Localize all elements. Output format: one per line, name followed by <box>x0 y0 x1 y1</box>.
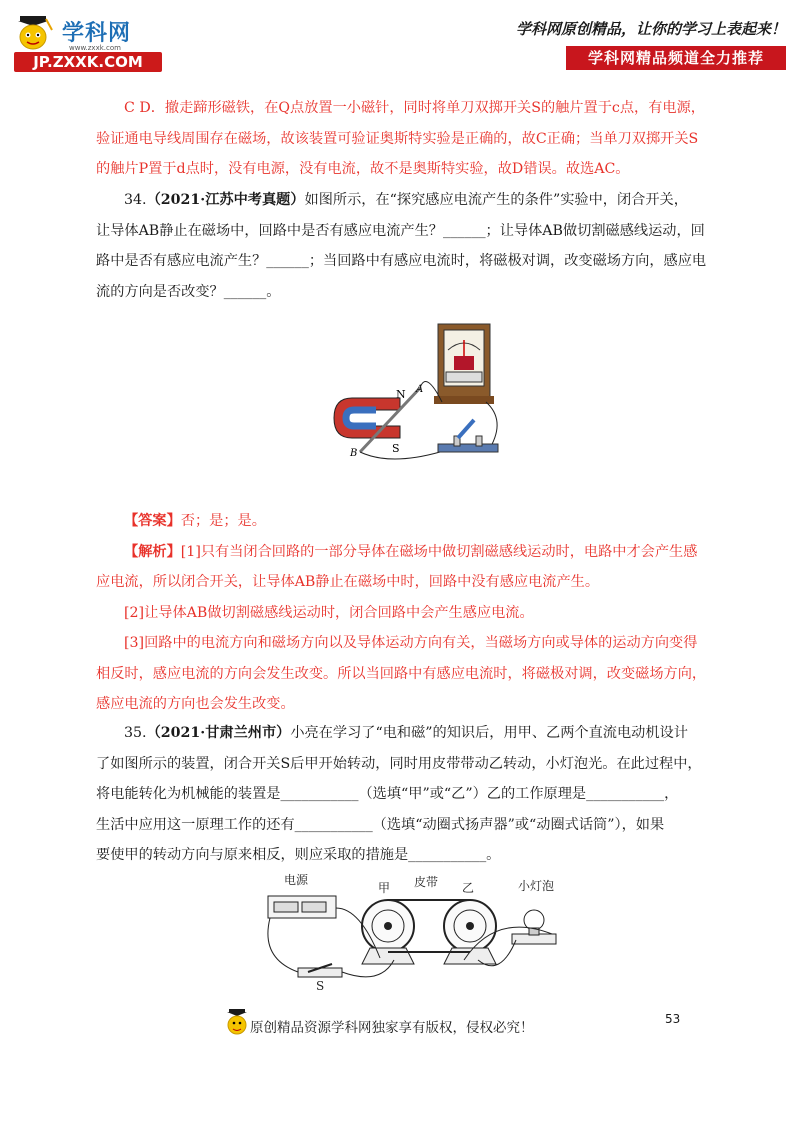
analysis-line: 应电流，所以闭合开关，让导体AB静止在磁场中时，回路中没有感应电流产生。 <box>96 574 600 590</box>
question-source: （2021·江苏中考真题） <box>146 192 305 208</box>
page-number: 53 <box>665 1012 681 1026</box>
answer-34-block <box>96 506 708 720</box>
question-line: 如图所示，在“探究感应电流产生的条件”实验中，闭合开关， <box>304 192 688 208</box>
logo-text: 学科网 <box>62 21 132 46</box>
answer-text: 否；是；是。 <box>180 513 266 529</box>
answer-cd-line: 验证通电导线周围存在磁场，故该装置可验证奥斯特实验是正确的，故C正确；当单刀双掷开关S <box>96 130 699 147</box>
header-banner: 学科网精品频道全力推荐 <box>566 46 786 70</box>
question-line: 流的方向是否改变？______。 <box>96 283 281 300</box>
question-source: （2021·甘肃兰州市） <box>146 725 291 741</box>
analysis-tag: 【解析】 <box>124 543 181 560</box>
mascot-icon <box>14 14 60 52</box>
question-line: 生活中应用这一原理工作的还有___________（选填“动圈式扬声器”或“动圈式话筒”），如果 <box>96 816 665 833</box>
answer-cd-line: C D．撤走蹄形磁铁，在Q点放置一小磁针，同时将单刀双掷开关S的触片置于c点，有电源， <box>124 100 705 116</box>
question-line: 让导体AB静止在磁场中，回路中是否有感应电流产生？______；让导体AB做切割磁感线运动，回 <box>96 222 705 239</box>
motor-jia-label: 甲 <box>378 881 391 895</box>
magnet-south-label: S <box>392 442 400 455</box>
question-line: 了如图所示的装置，闭合开关S后甲开始转动，同时用皮带带动乙转动，小灯泡光。在此过程中， <box>96 755 702 772</box>
answer-cd-block <box>96 93 708 185</box>
power-source-label: 电源 <box>284 873 309 887</box>
question-line: 小亮在学习了“电和磁”的知识后，用甲、乙两个直流电动机设计 <box>290 725 688 741</box>
induction-apparatus-figure <box>330 320 530 468</box>
motor-yi-label: 乙 <box>462 881 475 895</box>
site-logo[interactable] <box>14 14 164 74</box>
mascot-icon <box>225 1008 249 1038</box>
analysis-line: [1]只有当闭合回路的一部分导体在磁场中做切割磁感线运动时，电路中才会产生感 <box>180 543 698 560</box>
point-b-label: B <box>350 448 358 459</box>
question-34 <box>96 185 708 307</box>
question-line: 路中是否有感应电流产生？______；当回路中有感应电流时，将磁极对调，改变磁场方向，感应电 <box>96 253 707 269</box>
belt-label: 皮带 <box>414 875 439 889</box>
question-line: 要使甲的转动方向与原来相反，则应采取的措施是___________。 <box>96 847 501 863</box>
question-35 <box>96 718 708 871</box>
analysis-line: 感应电流的方向也会发生改变。 <box>96 696 295 712</box>
analysis-line: [3]回路中的电流方向和磁场方向以及导体运动方向有关，当磁场方向或导体的运动方向变得 <box>124 635 698 651</box>
question-line: 将电能转化为机械能的装置是___________（选填“甲”或“乙”）乙的工作原理是___________， <box>96 786 679 802</box>
motor-generator-figure <box>260 868 580 996</box>
switch-label: S <box>316 979 325 993</box>
question-number: 35. <box>124 725 147 741</box>
bulb-label: 小灯泡 <box>518 879 555 893</box>
logo-small-url: www.zxxk.com <box>69 44 121 52</box>
point-a-label: A <box>416 384 424 395</box>
answer-cd-line: 的触片P置于d点时，没有电源，没有电流，故不是奥斯特实验，故D错误。故选AC。 <box>96 161 630 177</box>
footer-copyright: 原创精品资源学科网独家享有版权，侵权必究！ <box>250 1020 534 1036</box>
analysis-line: [2]让导体AB做切割磁感线运动时，闭合回路中会产生感应电流。 <box>124 604 534 621</box>
analysis-line: 相反时，感应电流的方向会发生改变。所以当回路中有感应电流时，将磁极对调，改变磁场方向， <box>96 665 707 682</box>
answer-tag: 【答案】 <box>124 513 181 529</box>
logo-url-badge: JP.ZXXK.COM <box>14 52 162 72</box>
magnet-north-label: N <box>396 388 406 401</box>
question-number: 34. <box>124 192 147 208</box>
header-slogan: 学科网原创精品，让你的学习上表起来！ <box>515 20 786 38</box>
